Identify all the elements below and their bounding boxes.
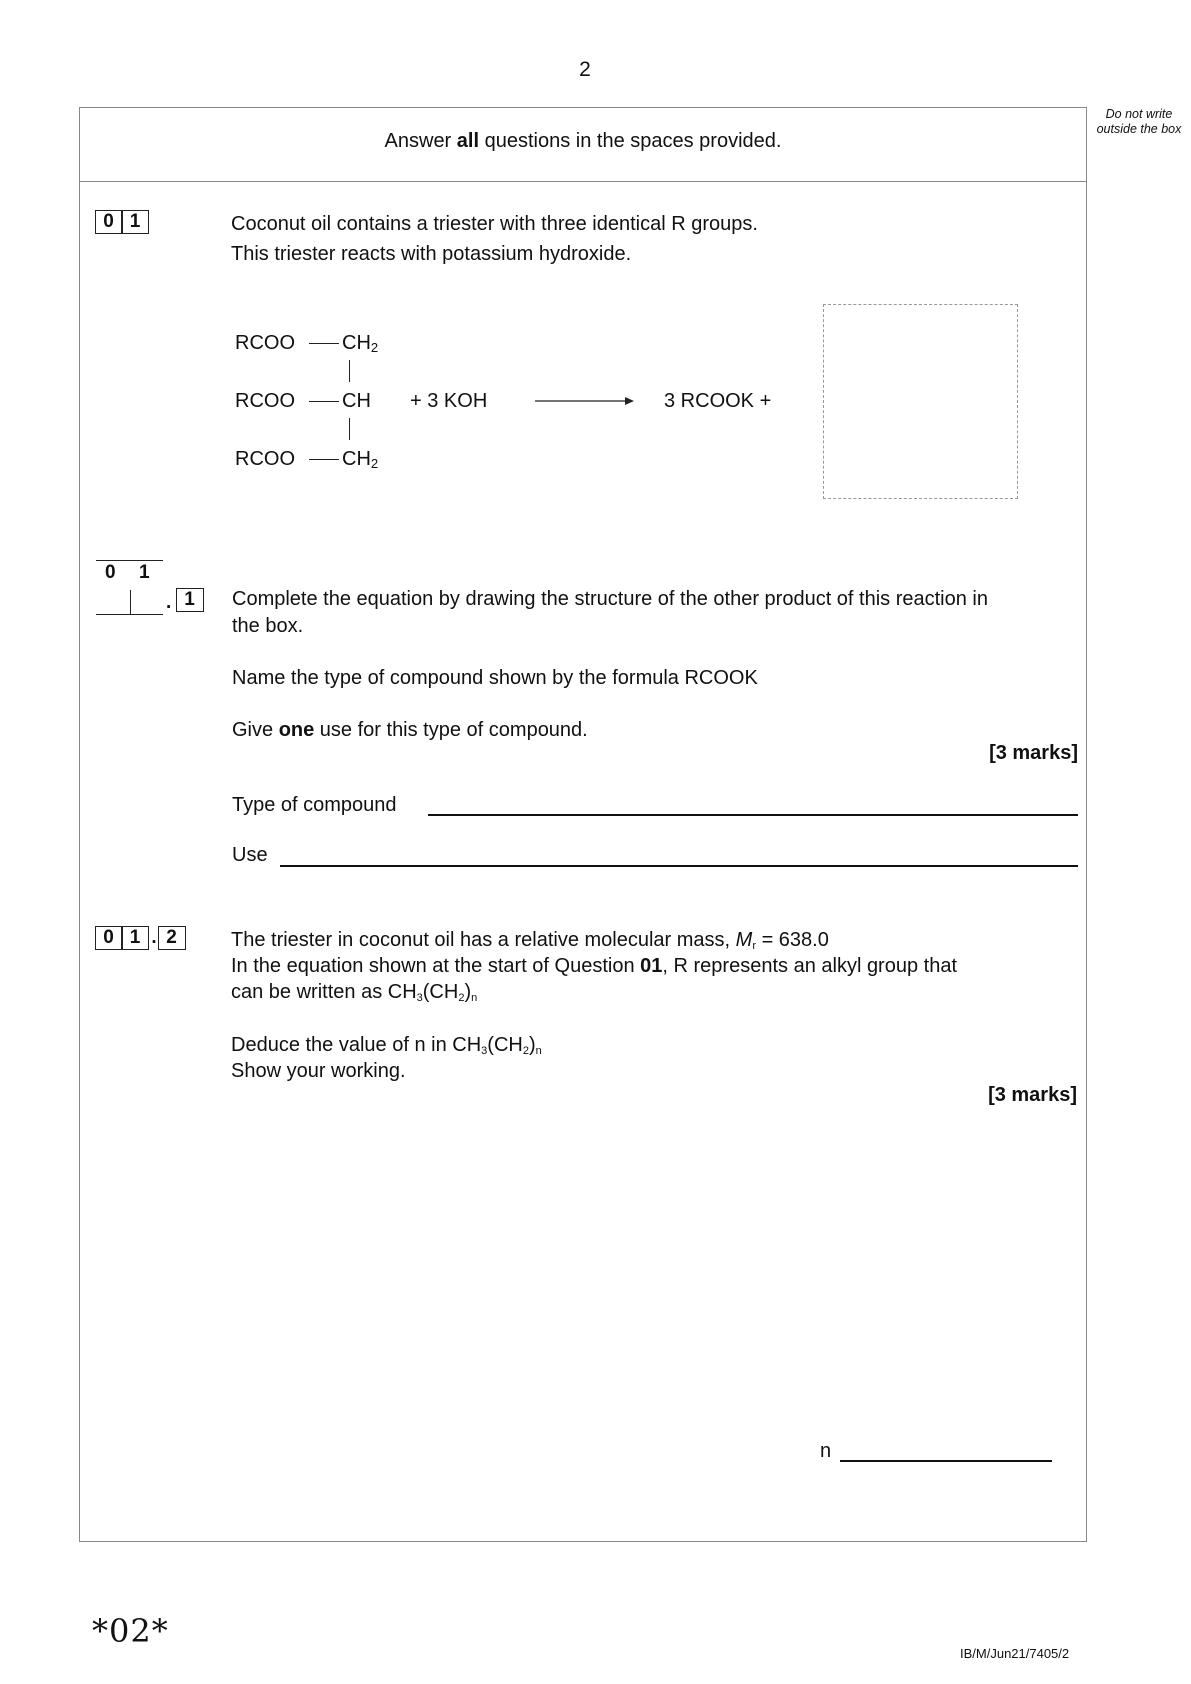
q01-1-part-box: 1 bbox=[177, 588, 204, 612]
n-answer-line[interactable] bbox=[840, 1460, 1052, 1462]
q01-2-show-working: Show your working. bbox=[231, 1060, 406, 1082]
q01-intro-line1: Coconut oil contains a triester with three identical R groups. bbox=[231, 213, 758, 235]
question-number-01: 0 1 bbox=[96, 210, 149, 234]
eq-row2-right: CH bbox=[342, 390, 371, 412]
page-number: 2 bbox=[579, 58, 591, 81]
paper-code: IB/M/Jun21/7405/2 bbox=[960, 1646, 1070, 1661]
eq-row3-left: RCOO bbox=[235, 448, 295, 470]
reaction-arrow-icon bbox=[535, 393, 635, 409]
eq-row3-right: $CH_2$ bbox=[342, 448, 379, 471]
q01-intro-line2: This triester reacts with potassium hydroxide. bbox=[231, 243, 632, 265]
working-area[interactable] bbox=[231, 1110, 1071, 1410]
use-label: Use bbox=[232, 844, 268, 866]
q01-1-marks: [3 marks] bbox=[989, 742, 1078, 764]
q01-1-bottom-rule bbox=[96, 614, 163, 615]
eq-row1-right: $CH_2$ bbox=[342, 332, 379, 355]
q01-1-top-rule bbox=[96, 560, 163, 561]
use-answer-line[interactable] bbox=[280, 865, 1078, 867]
q01-1-digit0: 0 bbox=[105, 562, 116, 583]
type-of-compound-label: Type of compound bbox=[232, 794, 397, 816]
eq-vbond2 bbox=[349, 418, 350, 440]
q01-2-deduce: Deduce the value of n in $CH_3(CH_2)_n$ bbox=[231, 1034, 542, 1057]
q01-1-name-prompt: Name the type of compound shown by the formula RCOOK bbox=[232, 667, 758, 689]
q01-2-line1: The triester in coconut oil has a relative molecular mass, $M_r = 638.0$ bbox=[231, 929, 829, 952]
instruction: Answer all questions in the spaces provided. bbox=[384, 130, 782, 152]
margin-note: Do not write outside the box bbox=[1096, 107, 1182, 136]
eq-bond2 bbox=[309, 401, 339, 402]
type-of-compound-answer-line[interactable] bbox=[428, 814, 1078, 816]
q01-1-text-line2: the box. bbox=[232, 615, 304, 637]
eq-row2-left: RCOO bbox=[235, 390, 295, 412]
eq-product: 3 RCOOK + bbox=[664, 390, 772, 412]
page-barcode: *02* bbox=[92, 1612, 169, 1650]
q01-1-use-prompt: Give one use for this type of compound. bbox=[232, 719, 588, 741]
product-drawing-box[interactable] bbox=[823, 304, 1018, 499]
q01-2-line2: In the equation shown at the start of Question 01, R represents an alkyl group that bbox=[231, 955, 958, 977]
eq-bond1 bbox=[309, 343, 339, 344]
q01-2-number: 0 1 . 2 bbox=[96, 926, 186, 950]
q01-1-divider bbox=[130, 590, 131, 614]
q01-1-dot: . bbox=[166, 592, 172, 613]
q01-1-digit1: 1 bbox=[139, 562, 150, 583]
eq-reagent: + 3 KOH bbox=[410, 390, 488, 412]
q01-2-line3: can be written as $CH_3(CH_2)_n$ bbox=[231, 981, 478, 1004]
eq-row1-left: RCOO bbox=[235, 332, 295, 354]
eq-vbond1 bbox=[349, 360, 350, 382]
q01-2-marks: [3 marks] bbox=[988, 1084, 1077, 1106]
n-answer-label: n bbox=[820, 1440, 832, 1462]
q01-1-text-line1: Complete the equation by drawing the structure of the other product of this reaction in bbox=[232, 588, 988, 610]
eq-bond3 bbox=[309, 459, 339, 460]
